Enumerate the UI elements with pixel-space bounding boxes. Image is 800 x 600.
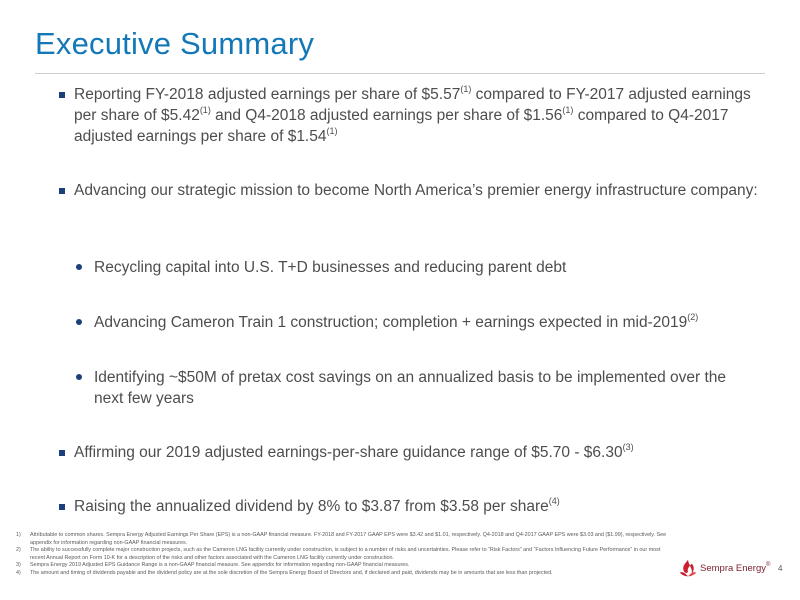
footnote-text: Sempra Energy 2019 Adjusted EPS Guidance Range is a non-GAAP financial measure. See appendix for information regarding non-GAAP financial measures. <box>30 562 410 569</box>
footnote-text: Attributable to common shares. Sempra Energy Adjusted Earnings Per Share (EPS) is a non-GAAP financial measure. FY-2018 and FY-2017 GAAP EPS were $3.42 and $1.01, respectively. Q4-2018 and Q4-2017 GAAP EPS were $3.03 and ($1.99), respectively. See appendix for information regarding non-GAAP financial measures. <box>30 532 667 546</box>
footnote-ref: (1) <box>460 83 472 94</box>
footnote-number: 3) <box>16 562 21 569</box>
square-bullet-icon <box>59 92 65 98</box>
bullet-text: compared to Q4-2017 adjusted earnings per share of $1.54 <box>74 107 729 145</box>
square-bullet-icon <box>59 450 65 456</box>
footnote-number: 1) <box>16 532 21 538</box>
footnote-4 <box>16 570 676 578</box>
sempra-flame-logo-icon <box>677 558 699 580</box>
square-bullet-icon <box>59 504 65 510</box>
bullet-text: Raising the annualized dividend by 8% to $3.87 from $3.58 per share <box>74 498 549 515</box>
bullet-text: Reporting FY-2018 adjusted earnings per share of $5.57 <box>74 86 461 103</box>
footnote-3 <box>16 562 676 570</box>
round-bullet-icon <box>76 319 82 325</box>
footnote-1 <box>16 532 676 547</box>
round-bullet-icon <box>76 374 82 380</box>
sub-bullet-recycling-capital: Recycling capital into U.S. T+D businesses and reducing parent debt <box>94 259 567 276</box>
logo-wordmark: Sempra Energy <box>700 563 767 574</box>
sub-bullet-cameron-train <box>94 312 774 333</box>
bullet-strategic-mission: Advancing our strategic mission to become North America’s premier energy infrastructure company: <box>74 182 758 199</box>
footnote-number: 2) <box>16 547 21 554</box>
footnote-ref: (1) <box>326 125 338 136</box>
sub-bullet-cost-savings: Identifying ~$50M of pretax cost savings on an annualized basis to be implemented over the next few years <box>94 369 727 407</box>
bullet-text: Affirming our 2019 adjusted earnings-per-share guidance range of $5.70 - $6.30 <box>74 444 623 461</box>
sempra-energy-logo <box>677 556 787 584</box>
bullet-eps-results <box>74 84 774 147</box>
footnote-text: The ability to successfully complete major construction projects, such as the Cameron LNG facility currently under construction, is subject to a number of risks and uncertainties. Please refer to “Risk Factors” and “Factors Influencing Future Performance” in our most recent Annual Report on Form 10-K for a description of the risks and other factors associated with the Cameron LNG facility currently under construction. <box>30 547 661 561</box>
footnote-number: 4) <box>16 569 21 576</box>
bullet-text: and Q4-2018 adjusted earnings per share of $1.56 <box>210 107 563 124</box>
page-number: 4 <box>778 564 783 573</box>
footnote-ref: (1) <box>562 104 574 115</box>
registered-mark: ® <box>766 561 771 568</box>
footnote-ref: (3) <box>622 441 634 452</box>
footnote-ref: (2) <box>687 311 699 322</box>
footnote-text: The amount and timing of dividends payable and the dividend policy are at the sole discretion of the Sempra Energy Board of Directors and, if declared and paid, dividends may be in amounts that are less than projected. <box>30 569 553 576</box>
footnotes <box>16 532 676 578</box>
footnote-ref: (1) <box>199 104 211 115</box>
square-bullet-icon <box>59 188 65 194</box>
round-bullet-icon <box>76 264 82 270</box>
bullet-text: compared to FY-2017 adjusted earnings per share of $5.42 <box>74 86 751 124</box>
bullet-eps-guidance <box>74 442 774 463</box>
bullet-dividend <box>74 496 774 517</box>
logo-text <box>700 563 770 574</box>
page-title: Executive Summary <box>35 26 315 61</box>
footnote-ref: (4) <box>548 495 560 506</box>
footnote-2 <box>16 547 676 562</box>
bullet-text: Advancing Cameron Train 1 construction; completion + earnings expected in mid-2019 <box>94 314 688 331</box>
